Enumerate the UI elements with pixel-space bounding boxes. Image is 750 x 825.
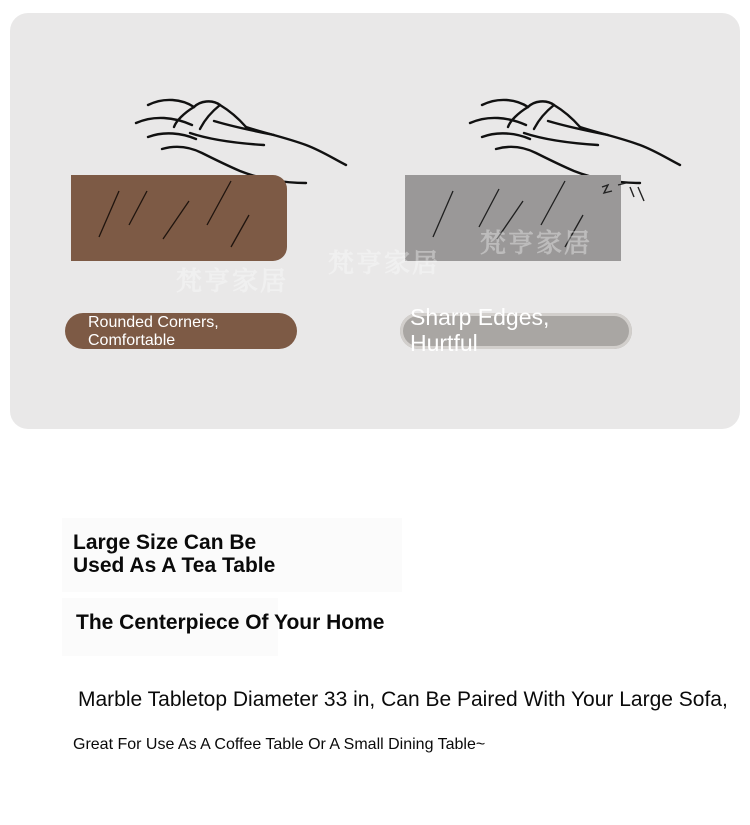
watermark: 梵亨家居 <box>328 248 441 278</box>
rounded-edge-block <box>71 175 287 261</box>
sharp-edges-label <box>400 304 632 356</box>
note-text: Great For Use As A Coffee Table Or A Small Dining Table~ <box>73 736 486 753</box>
page-subheading: The Centerpiece Of Your Home <box>76 611 385 634</box>
comparison-panel <box>10 13 740 429</box>
watermark: 梵亨家居 <box>480 228 593 258</box>
sharp-edges-text: Sharp Edges, Hurtful <box>410 304 550 356</box>
watermark: 梵亨家居 <box>176 266 289 296</box>
texture-lines <box>71 175 287 261</box>
rounded-corners-label <box>65 313 297 349</box>
pain-mark-icon <box>600 181 646 207</box>
page-heading: Large Size Can Be Used As A Tea Table <box>73 531 276 577</box>
rounded-corners-text: Rounded Corners, Comfortable <box>88 314 219 349</box>
description-text: Marble Tabletop Diameter 33 in, Can Be Paired With Your Large Sofa, <box>78 688 728 711</box>
